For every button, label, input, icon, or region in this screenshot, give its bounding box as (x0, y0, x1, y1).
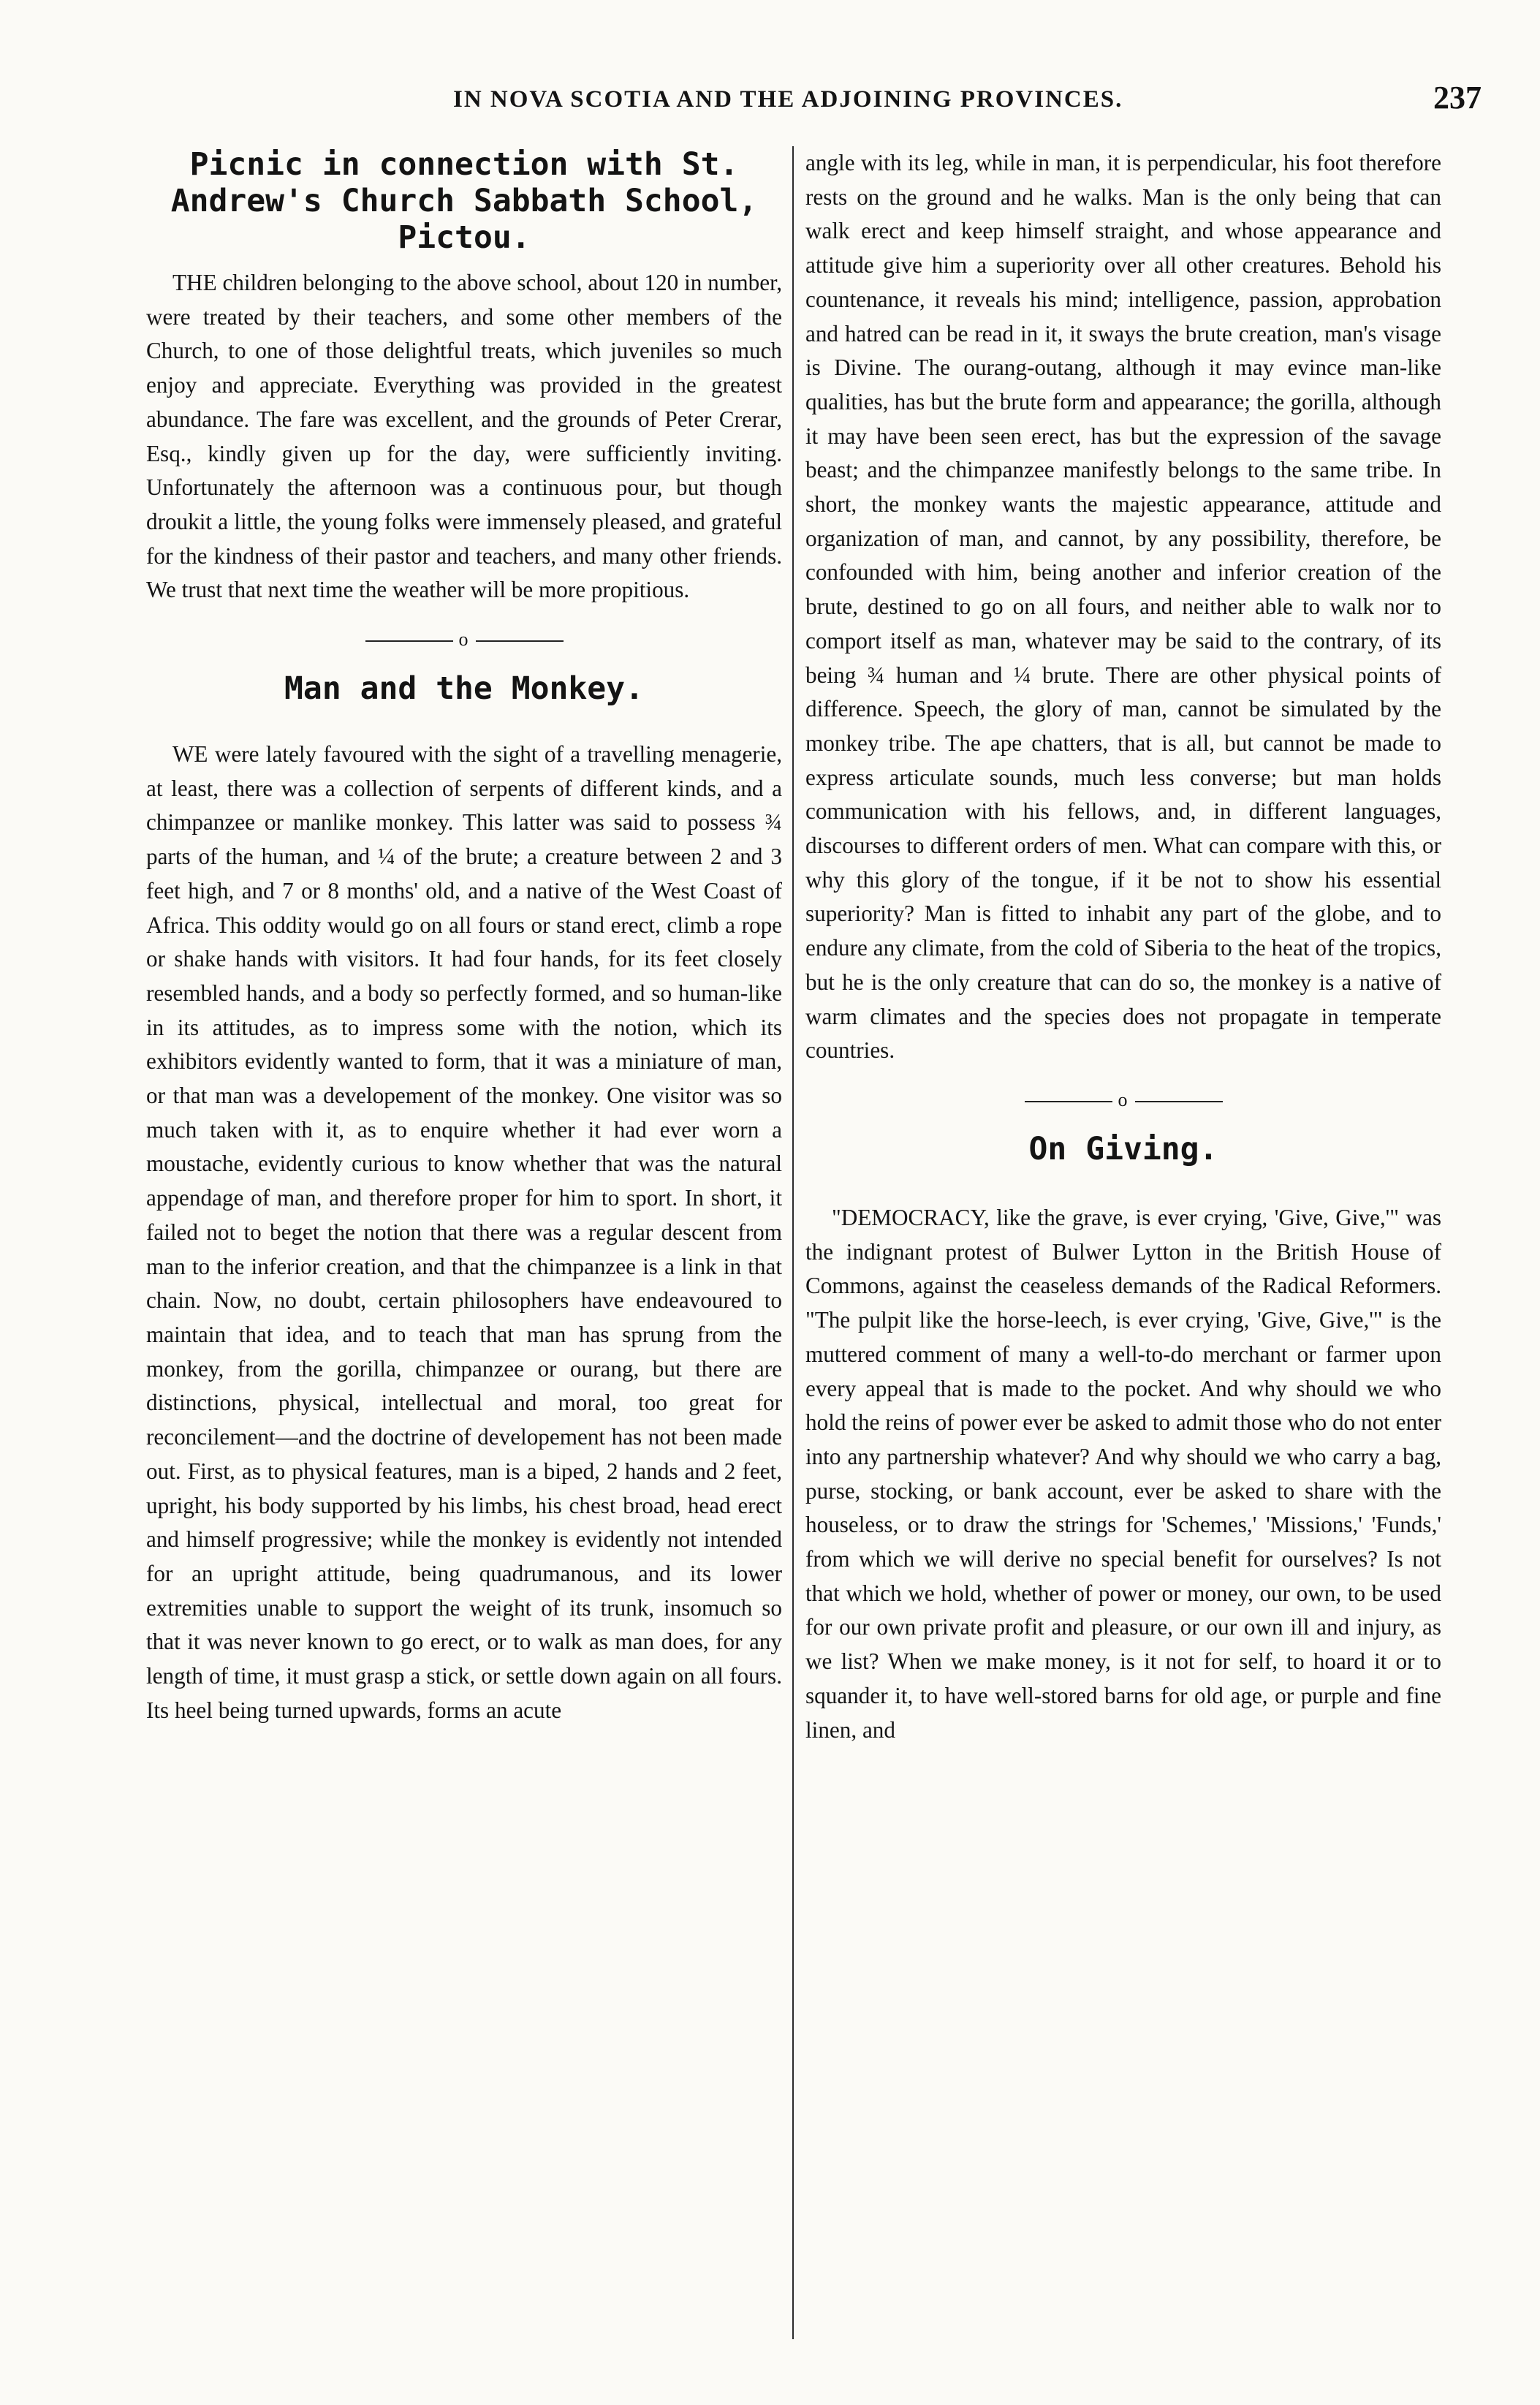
running-title: IN NOVA SCOTIA AND THE ADJOINING PROVINCES. (453, 86, 1123, 113)
section-separator: o (146, 625, 782, 654)
article-paragraph-continued: angle with its leg, while in man, it is perpendicular, his foot therefore rests on the ground and he walks. Man is the only being that can walk erect and keep himself straight, and whose appearance and attitude give him a superiority over all other creatures. Behold his countenance, it reveals his mind; intelligence, passion, approbation and hatred can be read in it, it sways the brute creation, man's visage is Divine. The ourang-outang, although it may evince man-like qualities, has but the brute form and appearance; the gorilla, although it may have been seen erect, has but the expression of the savage beast; and the chimpanzee manifestly belongs to the same tribe. In short, the monkey wants the majestic appearance, attitude and organization of man, and cannot, by any possibility, therefore, be confounded with him, being another and inferior creation of the brute, destined to go on all fours, and neither able to walk nor to comport itself as man, whatever may be said to the contrary, of its being ¾ human and ¼ brute. There are other physical points of difference. Speech, the glory of man, cannot be simulated by the monkey tribe. The ape chatters, that is all, but cannot be made to express articulate sounds, much less converse; but man holds communication with his fellows, and, in different languages, discourses to different orders of men. What can compare with this, or why this glory of the tongue, if it be not to show his essential superiority? Man is fitted to inhabit any part of the globe, and to endure any climate, from the cold of Siberia to the heat of the tropics, but he is the only creature that can do so, the monkey is a native of warm climates and the species does not propagate in temperate countries. (805, 150, 1441, 1064)
article-heading: On Giving. (1028, 1130, 1218, 1167)
article-paragraph: WE were lately favoured with the sight of a travelling menagerie, at least, there was a collection of serpents of different kinds, and a chimpanzee or manlike monkey. This latter was said to possess ¾ parts of the human, and ¼ of the brute; a creature between 2 and 3 feet high, and 7 or 8 months' old, and a native of the West Coast of Africa. This oddity would go on all fours or stand erect, climb a rope or shake hands with visitors. It had four hands, for its feet closely resembled hands, and a body so perfectly formed, and so human-like in its attitudes, as to impress some with the notion, which its exhibitors evidently wanted to form, that it was a miniature of man, or that man was a developement of the monkey. One visitor was so much taken with it, as to enquire whether it had ever worn a moustache, evidently curious to know whether that was the natural appendage of man, and therefore proper for him to sport. In short, it failed not to beget the notion that there was a regular descent from man to the inferior creation, and that the chimpanzee is a link in that chain. Now, no doubt, certain philosophers have endeavoured to maintain that idea, and to teach that man has sprung from the monkey, from the gorilla, chimpanzee or ourang, but there are distinctions, physical, intellectual and moral, too great for reconcilement—and the doctrine of developement has not been made out. First, as to physical features, man is a biped, 2 hands and 2 feet, upright, his body supported by his limbs, his chest broad, head erect and himself progressive; while the monkey is evidently not intended for an upright attitude, being quadrumanous, and its lower extremities unable to support the weight of its trunk, insomuch so that it was never known to go erect, or to walk as man does, for any length of time, it must grasp a stick, or settle down again on all fours. Its heel being turned upwards, forms an acute (146, 741, 782, 1723)
article-paragraph: "DEMOCRACY, like the grave, is ever crying, 'Give, Give,'" was the indignant protest of Bulwer Lytton in the British House of Commons, against the ceaseless demands of the Radical Reformers. "The pulpit like the horse-leech, is ever crying, 'Give, Give,'" is the muttered comment of many a well-to-do merchant or farmer upon every appeal that is made to the pocket. And why should we who hold the reins of power ever be asked to admit those who do not enter into any partnership whatever? And why should we who carry a bag, purse, stocking, or bank account, ever be asked to share with the houseless, or to draw the strings for 'Schemes,' 'Missions,' 'Funds,' from which we will derive no special benefit for ourselves? Is not that which we hold, whether of power or money, our own, to be used for our own private profit and pleasure, or our own ill and injury, as we list? When we make money, is it not for self, to hoard it or to squander it, to have well-stored barns for old age, or purple and fine linen, and (805, 1204, 1441, 1743)
column-divider (792, 146, 794, 2339)
article-paragraph: THE children belonging to the above school, about 120 in number, were treated by their teachers, and some other members of the Church, to one of those delightful treats, which juveniles so much enjoy and appreciate. Everything was provided in the greatest abundance. The fare was excellent, and the grounds of Peter Crerar, Esq., kindly given up for the day, were sufficiently inviting. Unfortunately the afternoon was a continuous pour, but though droukit a little, the young folks were immensely pleased, and grateful for the kindness of their pastor and teachers, and many other friends. We trust that next time the weather will be more propitious. (146, 270, 782, 603)
article-monkey (146, 670, 782, 1727)
article-heading: Picnic in connection with St. Andrew's Church Sabbath School, Pictou. (170, 146, 758, 256)
left-column (146, 146, 782, 1727)
page-number: 237 (1433, 80, 1482, 115)
right-column (805, 146, 1441, 1747)
running-head (117, 80, 1482, 130)
article-picnic (146, 146, 782, 607)
article-heading: Man and the Monkey. (284, 670, 644, 708)
section-separator: o (805, 1086, 1441, 1115)
article-giving (805, 1131, 1441, 1747)
